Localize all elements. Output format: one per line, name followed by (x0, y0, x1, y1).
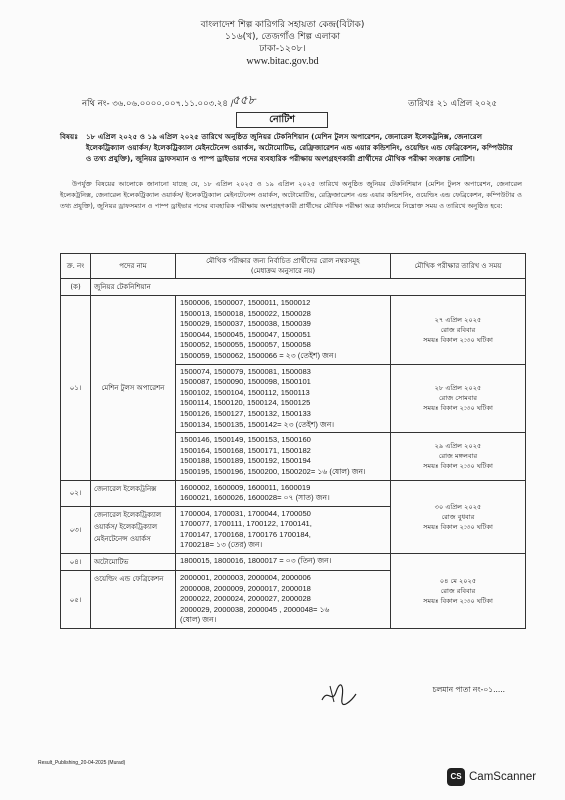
col-date: মৌখিক পরীক্ষার তারিখ ও সময় (391, 254, 526, 279)
row-post: অটোমোটিভ (91, 554, 176, 571)
reference-handwritten: ৫৫৮ (232, 93, 256, 107)
col-post: পদের নাম (91, 254, 176, 279)
table-row (61, 296, 526, 365)
signature-mark (318, 680, 358, 708)
org-address: ১১৬(খ), তেজগাঁও শিল্প এলাকা (225, 32, 340, 42)
interview-date: ২৮ এপ্রিল ২০২৫ রোজ সোমবার সময়ঃ বিকাল ২:৩০ ঘটিকা (391, 364, 526, 433)
row-serial: ০২। (61, 480, 91, 506)
interview-date: ২৯ এপ্রিল ২০২৫ রোজ মঙ্গলবার সময়ঃ বিকাল ২:৩০ ঘটিকা (391, 433, 526, 480)
camscanner-label: CamScanner (469, 771, 537, 783)
reference-number: নথি নং- ৩৬.০৬.০০০০.০০৭.১১.০০৩.২৪ / (82, 99, 234, 109)
row-serial: ০৫। (61, 571, 91, 629)
section-row (61, 279, 526, 296)
roll-numbers: 1800015, 1800016, 1800017 = ০৩ (তিন) জন। (176, 554, 391, 571)
table-header-row (61, 254, 526, 279)
interview-schedule-table (60, 253, 526, 629)
table-row (61, 480, 526, 506)
row-serial: ০৩। (61, 506, 91, 553)
body-paragraph: উপর্যুক্ত বিষয়ের আলোকে জানানো যাচ্ছে যে, ১৮ এপ্রিল ২০২৫ ও ১৯ এপ্রিল ২০২৫ তারিখে অনুষ্ঠিত জুনিয়র টেকনিশিয়ান (মেশিন টুলস অপারেশন, জেনারেল ইলেকট্রনিক্স, জেনারেল ইলেকট্রিক্যাল ওয়ার্কস/ ইলেকট্রিক্যাল মেইনটেনেন্স ওয়ার্কস, অটোমোটিভ, রেফ্রিজারেশন এন্ড এয়ার কন্ডিশনিং, ওয়েল্ডিং এন্ড ফেব্রিকেশন, কম্পিউটার ও তথ্য প্রযুক্তি), জুনিয়র ড্রাফসম্যান ও পাম্প ড্রাইভার পদের ব্যবহারিক পরীক্ষায় অংশগ্রহণকারী প্রার্থীদের মৌখিক পরীক্ষা অত্র কার্যালয়ে নিম্নোক্ত সময় ও তারিখে অনুষ্ঠিত হবে: (60, 180, 522, 210)
row-serial: ০৪। (61, 554, 91, 571)
camscanner-icon: CS (447, 768, 465, 786)
roll-numbers: 1500146, 1500149, 1500153, 1500160 1500164, 1500168, 1500171, 1500182 1500188, 1500189, 1500192, 1500194 1500195, 1500196, 1500200, 1500202= ১৬ (ষোল) জন। (176, 433, 391, 480)
table-row (61, 554, 526, 571)
row-post: জেনারেল ইলেকট্রনিক্স (91, 480, 176, 506)
roll-numbers: 1500006, 1500007, 1500011, 1500012 1500013, 1500018, 1500022, 1500028 1500029, 1500037, 1500038, 1500039 1500044, 1500045, 1500047, 1500051 1500052, 1500055, 1500057, 1500058 1500059, 1500062, 1500066 = ২৩ (তেইশ) জন। (176, 296, 391, 365)
row-post: জেনারেল ইলেকট্রিক্যাল ওয়ার্কস/ ইলেকট্রিক্যাল মেইনটেনেন্স ওয়ার্কস (91, 506, 176, 553)
interview-date: ২৭ এপ্রিল ২০২৫ রোজ রবিবার সময়ঃ বিকাল ২:৩০ ঘটিকা (391, 296, 526, 365)
interview-date: ৩০ এপ্রিল ২০২৫ রোজ বুধবার সময়ঃ বিকাল ২:৩০ ঘটিকা (391, 480, 526, 554)
org-city: ঢাকা-১২০৮। (259, 44, 306, 54)
interview-date: ০৪ মে ২০২৫ রোজ রবিবার সময়ঃ বিকাল ২:৩০ ঘটিকা (391, 554, 526, 629)
reference-date: তারিখঃ ২১ এপ্রিল ২০২৫ (408, 99, 497, 109)
row-post: মেশিন টুলস অপারেশন (91, 296, 176, 481)
subject-text: ১৮ এপ্রিল ২০২৫ ও ১৯ এপ্রিল ২০২৫ তারিখে অনুষ্ঠিত জুনিয়র টেকনিশিয়ান (মেশিন টুলস অপারেশন, জেনারেল ইলেকট্রনিক্স, জেনারেল ইলেকট্রিক্যাল ওয়ার্কস/ ইলেকট্রিক্যাল মেইনটেনেন্স ওয়ার্কস, অটোমোটিভ, রেফ্রিজারেশন এন্ড এয়ার কন্ডিশনিং, ওয়েল্ডিং এন্ড ফেব্রিকেশন, কম্পিউটার ও তথ্য প্রযুক্তি), জুনিয়র ড্রাফসম্যান ও পাম্প ড্রাইভার পদের ব্যবহারিক পরীক্ষায় অংশগ্রহণকারী প্রার্থীদের মৌখিক পরীক্ষা সংক্রান্ত নোটিশ। (86, 132, 513, 163)
subject-label: বিষয়ঃ (60, 132, 79, 141)
notice-title: নোটিশ (236, 112, 328, 128)
col-rolls (176, 254, 391, 279)
col-rolls-line2: (মেধাক্রম অনুসারে নয়) (250, 267, 316, 275)
row-serial: ০১। (61, 296, 91, 481)
subject (60, 131, 520, 164)
section-name: জুনিয়র টেকনিশিয়ান (91, 279, 526, 296)
roll-numbers: 1700004, 1700031, 1700044, 1700050 1700077, 1700111, 1700122, 1700141, 1700147, 1700168, 1700176 1700184, 1700218= ১৩ (তের) জন। (176, 506, 391, 553)
col-serial: ক্র. নং (61, 254, 91, 279)
org-website: www.bitac.gov.bd (246, 56, 319, 67)
row-post: ওয়েল্ডিং এন্ড ফেব্রিকেশন (91, 571, 176, 629)
camscanner-watermark (447, 768, 536, 786)
roll-numbers: 1600002, 1600009, 1600011, 1600019 1600021, 1600026, 1600028= ০৭ (সাত) জন। (176, 480, 391, 506)
org-name: বাংলাদেশ শিল্প কারিগরি সহায়তা কেন্দ্র(বিটাক) (200, 20, 365, 30)
footer-filename: Result_Publishing_20-04-2025 (Murad) (38, 760, 126, 766)
continued-note: চলমান পাতা নং-০১..... (432, 685, 505, 694)
section-label: (ক) (61, 279, 91, 296)
roll-numbers: 1500074, 1500079, 1500081, 1500083 1500087, 1500090, 1500098, 1500101 1500102, 1500104, 1500112, 1500113 1500114, 1500120, 1500124, 1500125 1500126, 1500127, 1500132, 1500133 1500134, 1500135, 1500142= ২৩ (তেইশ) জন। (176, 364, 391, 433)
col-rolls-line1: মৌখিক পরীক্ষার জন্য নির্বাচিত প্রার্থীদের রোল নম্বরসমূহ (206, 257, 360, 265)
roll-numbers: 2000001, 2000003, 2000004, 2000006 2000008, 2000009, 2000017, 2000018 2000022, 2000024, 2000027, 2000028 2000029, 2000038, 2000045 , 2000048= ১৬ (ষোল) জন। (176, 571, 391, 629)
